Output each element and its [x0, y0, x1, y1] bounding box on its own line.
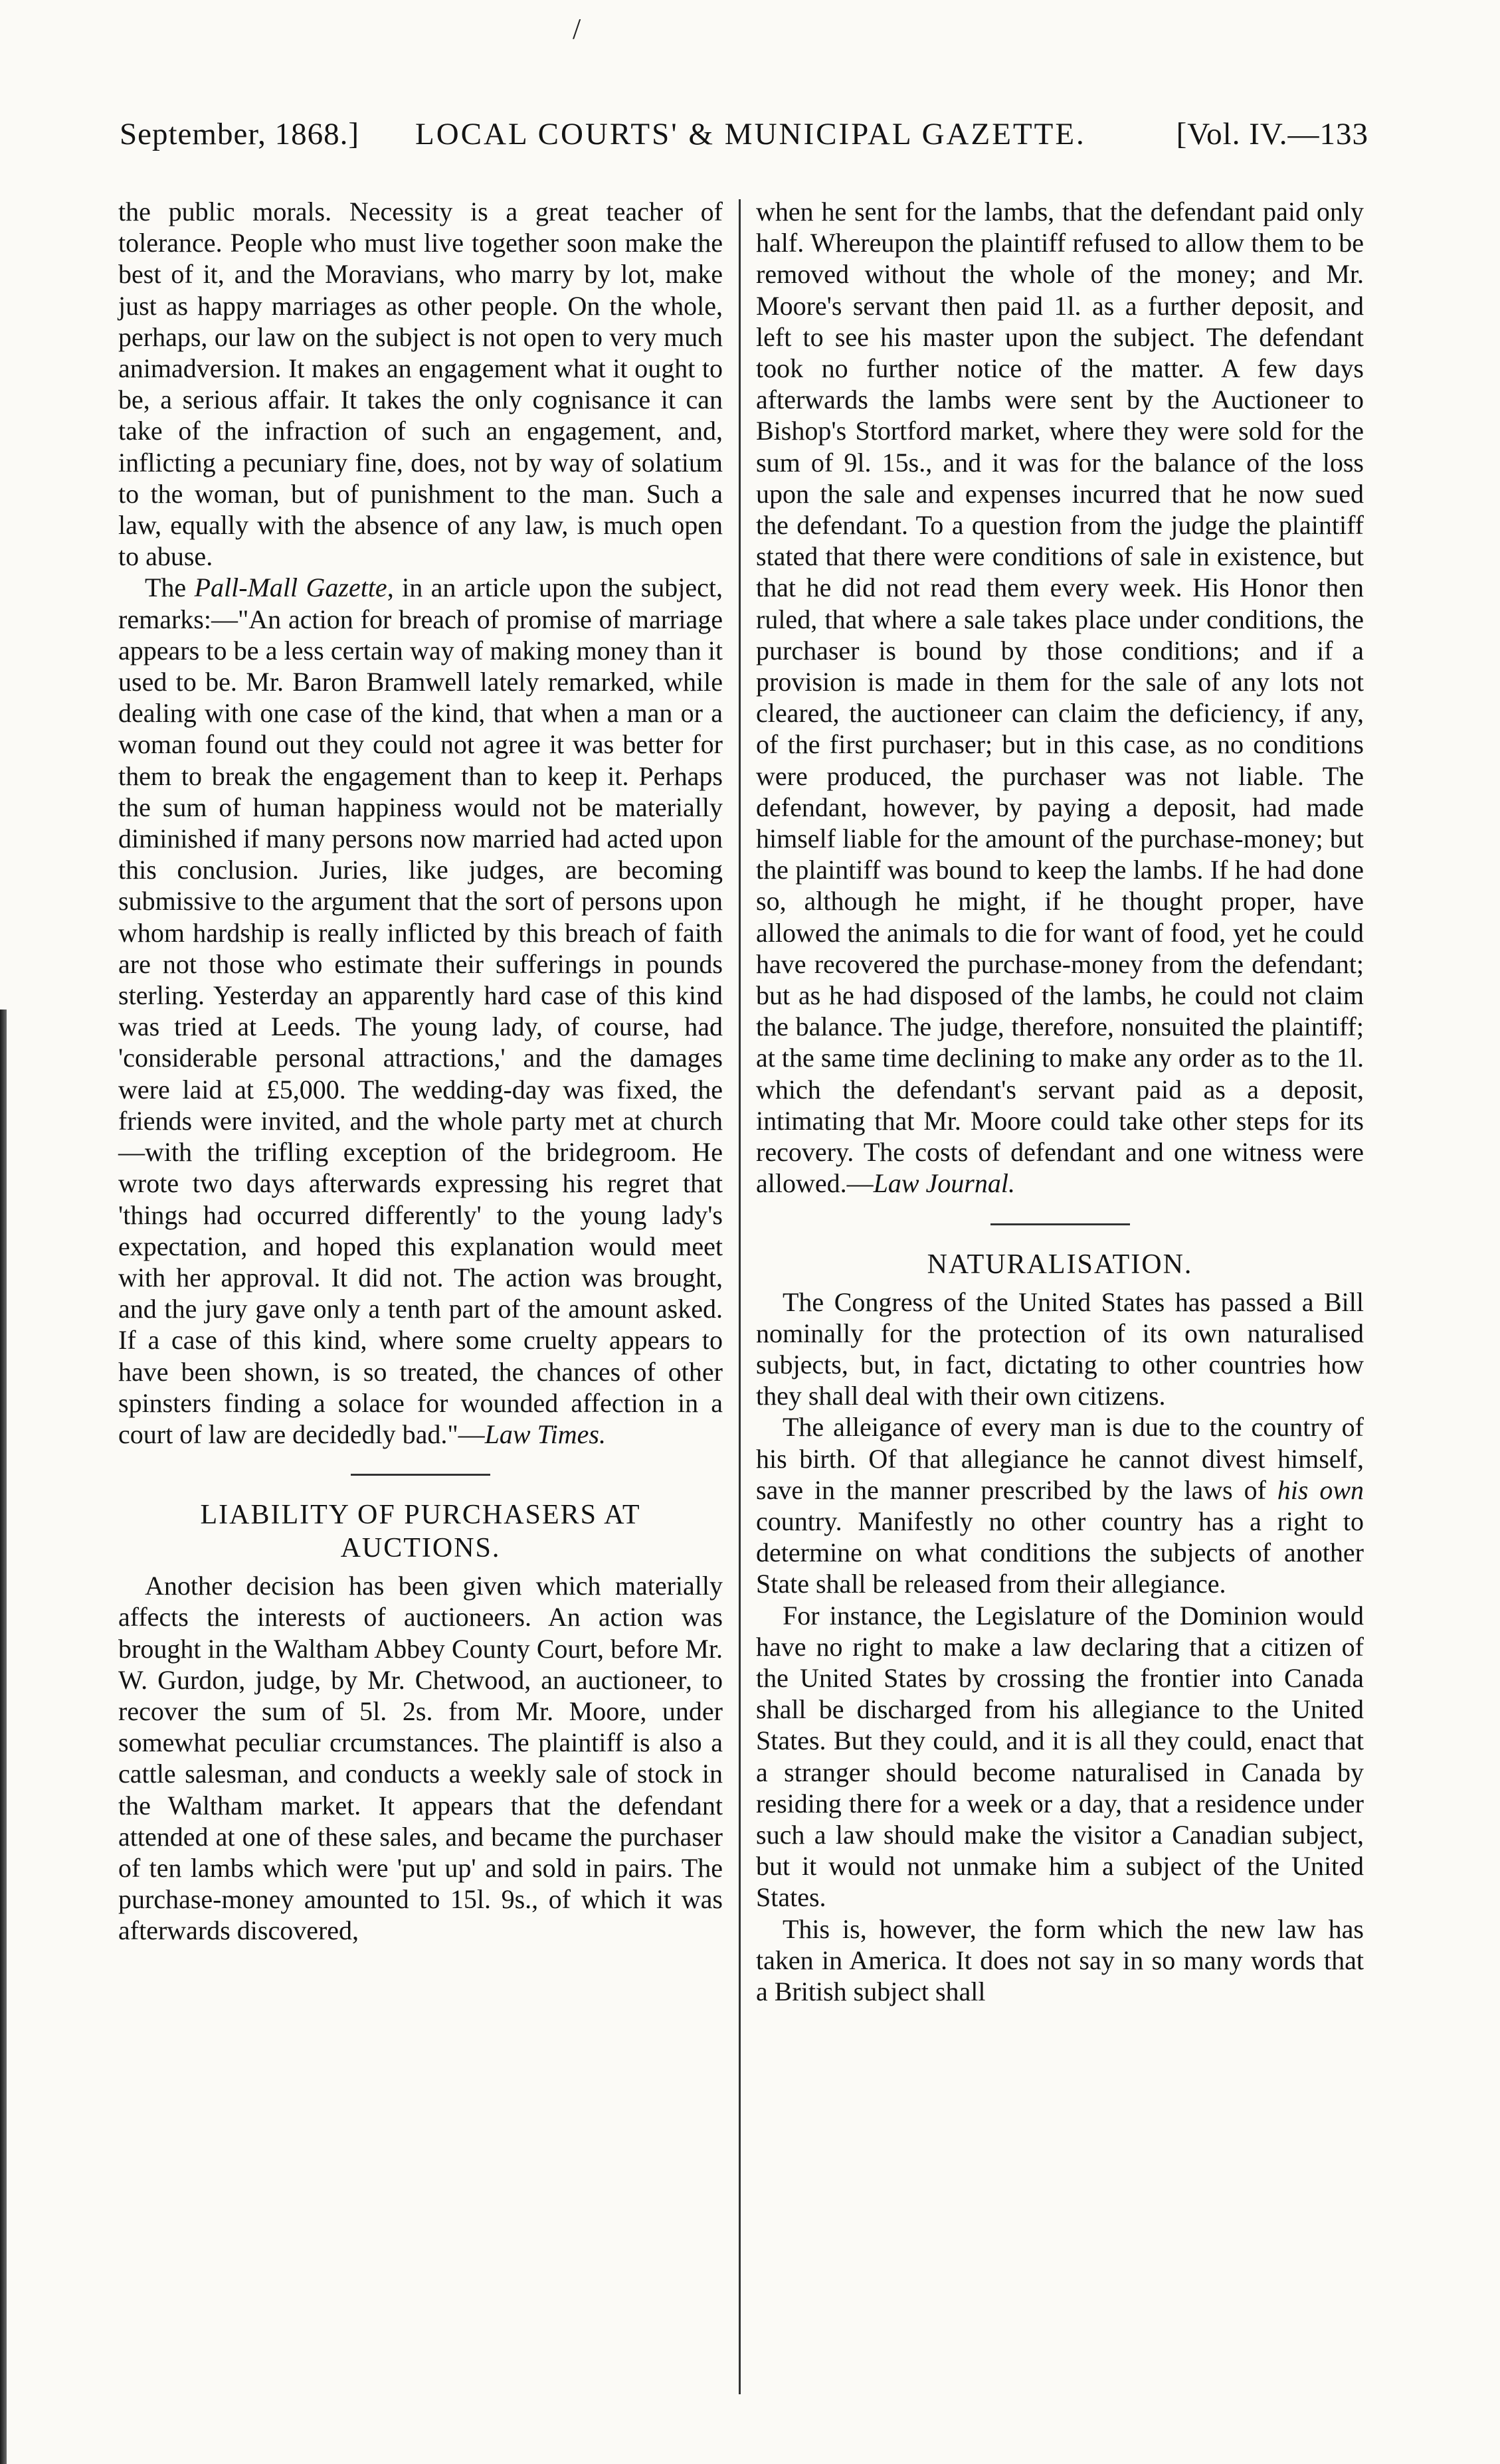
paragraph: For instance, the Legislature of the Dominion would have no right to make a law declaring that a citizen of the United States by crossing the frontier into Canada shall be discharged from his allegiance to the United States. But they could, and it is all they could, enact that a stranger should become naturalised in Canada by residing there for a week or a day, that a residence under such a law should make the visitor a Canadian subject, but it would not unmake him a subject of the United States.	[756, 1600, 1364, 1913]
heading-line: AUCTIONS.	[340, 1533, 501, 1564]
source-citation: Law Times.	[484, 1419, 606, 1449]
paragraph: The Congress of the United States has passed a Bill nominally for the protection of its own naturalised subjects, but, in fact, dictating to other countries how they shall deal with their own citizens.	[756, 1286, 1364, 1411]
paragraph-pall-mall	[118, 572, 723, 1450]
page-edge-shadow	[0, 1010, 7, 2464]
page-mark: /	[573, 13, 581, 45]
source-citation: Law Journal.	[873, 1168, 1015, 1199]
left-column	[118, 196, 723, 1947]
section-heading-liability	[118, 1498, 723, 1565]
emphasis: his own	[1277, 1474, 1364, 1505]
heading-line: LIABILITY OF PURCHASERS AT	[200, 1500, 641, 1531]
paragraph-allegiance	[756, 1411, 1364, 1599]
text-run: when he sent for the lambs, that the defendant paid only half. Whereupon the plaintiff refused to allow them to be removed without the whole of the money; and Mr. Moore's servant then paid 1l. as a further deposit, and left to see his master upon the subject. The defendant took no further notice of the matter. A few days afterwards the lambs were sent by the Auctioneer to Bishop's Stortford market, where they were sold for the sum of 9l. 15s., and it was for the balance of the loss upon the sale and expenses incurred that he now sued the defendant. To a question from the judge the plaintiff stated that there were conditions of sale in existence, but that he did not read them every week. His Honor then ruled, that where a sale takes place under conditions, the purchaser is bound by those conditions; and if a provision is made in them for the sale of any lots not cleared, the auctioneer can claim the deficiency, if any, of the first purchaser; but in this case, as no conditions were produced, the purchaser was not liable. The defendant, however, by paying a deposit, had made himself liable for the amount of the purchase-money; but the plaintiff was bound to keep the lambs. If he had done so, although he might, if he thought proper, have allowed the animals to die for want of food, yet he could have recovered the purchase-money from the defendant; but as he had disposed of the lambs, he could not claim the balance. The judge, therefore, nonsuited the plaintiff; at the same time declining to make any order as to the 1l. which the defendant's servant paid as a deposit, intimating that Mr. Moore could take other steps for its recovery. The costs of defendant and one witness were allowed.—	[756, 197, 1364, 1199]
header-title: LOCAL COURTS' & MUNICIPAL GAZETTE.	[415, 117, 1086, 151]
paragraph: Another decision has been given which materially affects the interests of auctioneers. An action was brought in the Waltham Abbey County Court, before Mr. W. Gurdon, judge, by Mr. Chetwood, an auctioneer, to recover the sum of 5l. 2s. from Mr. Moore, under somewhat peculiar crcumstances. The plaintiff is also a cattle salesman, and conducts a weekly sale of stock in the Waltham market. It appears that the defendant attended at one of these sales, and became the purchaser of ten lambs which were 'put up' and sold in pairs. The purchase-money amounted to 15l. 9s., of which it was afterwards discovered,	[118, 1571, 723, 1946]
paragraph-continued	[756, 196, 1364, 1199]
paragraph: the public morals. Necessity is a great teacher of tolerance. People who must live together soon make the best of it, and the Moravians, who marry by lot, make just as happy marriages as other people. On the whole, perhaps, our law on the subject is not open to very much animadversion. It makes an engagement what it ought to be, a serious affair. It takes the only cognisance it can take of the infraction of such an engagement, and, inflicting a pecuniary fine, does, not by way of solatium to the woman, but of punishment to the man. Such a law, equally with the absence of any law, is much open to abuse.	[118, 197, 723, 572]
text-run: The	[145, 572, 195, 603]
text-run: , in an article upon the subject, remarks:—"An action for breach of promise of marriage appears to be a less certain way of making money than it used to be. Mr. Baron Bramwell lately remarked, while dealing with one case of the kind, that when a man or a woman found out they could not agree it was better for them to break the engagement than to keep it. Perhaps the sum of human happiness would not be materially diminished if many persons now married had acted upon this conclusion. Juries, like judges, are becoming submissive to the argument that the sort of persons upon whom hardship is really inflicted by this breach of faith are not those who estimate their sufferings in pounds sterling. Yesterday an apparently hard case of this kind was tried at Leeds. The young lady, of course, had 'considerable personal attractions,' and the damages were laid at £5,000. The wedding-day was fixed, the friends were invited, and the whole party met at church—with the trifling exception of the bridegroom. He wrote two days afterwards expressing his regret that 'things had occurred differently' to the young lady's expectation, and hoped this explanation would meet with her approval. It did not. The action was brought, and the jury gave only a tenth part of the amount asked. If a case of this kind, where some cruelty appears to have been shown, is so treated, the chances of other spinsters finding a solace for wounded affection in a court of law are decidedly bad."—	[118, 572, 723, 1449]
section-rule	[990, 1223, 1130, 1225]
text-run: country. Manifestly no other country has a right to determine on what conditions the subjects of another State shall be released from their allegiance.	[756, 1506, 1364, 1599]
running-header	[120, 116, 1368, 163]
right-column	[756, 196, 1364, 2007]
section-heading-naturalisation: NATURALISATION.	[927, 1249, 1193, 1280]
text-run: The alleigance of every man is due to the country of his birth. Of that allegiance he cannot divest himself, save in the manner prescribed by the laws of	[756, 1412, 1364, 1505]
column-divider	[739, 199, 741, 2394]
header-date: September, 1868.]	[120, 117, 360, 151]
header-volume-page: [Vol. IV.—133	[1176, 117, 1368, 151]
paragraph: This is, however, the form which the new law has taken in America. It does not say in so many words that a British subject shall	[756, 1913, 1364, 2006]
publication-name: Pall-Mall Gazette	[194, 572, 387, 603]
section-rule	[351, 1474, 490, 1476]
